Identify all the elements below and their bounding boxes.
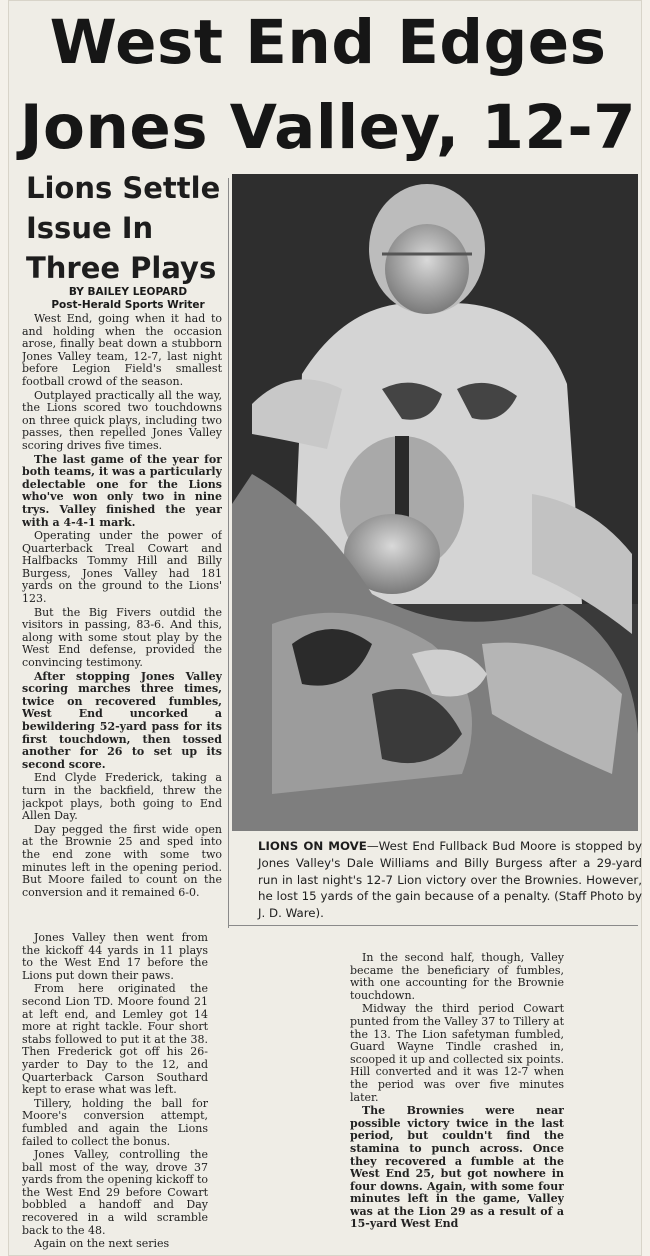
article-column-2 xyxy=(22,932,208,1250)
paragraph: The last game of the year for both teams, it was a particularly delectable one for the Lions who've won only two in nine trys. Valley finished the year with a 4-4-1 mark. xyxy=(22,452,222,529)
paragraph: Operating under the power of Quarterback Treal Cowart and Halfbacks Tommy Hill and Billy Burgess, Jones Valley had 181 yards on the ground to the Lions' 123. xyxy=(22,529,222,606)
paragraph: Outplayed practically all the way, the Lions scored two touchdowns on three quick plays, including two passes, then repelled Jones Valley scoring drives five times. xyxy=(22,388,222,452)
byline-title: Post-Herald Sports Writer xyxy=(51,299,205,311)
paragraph: Jones Valley then went from the kickoff 44 yards in 11 plays to the West End 17 before the Lions put down their paws. xyxy=(22,932,208,982)
headline-line-2: Jones Valley, 12-7 xyxy=(19,92,637,163)
caption-lead: LIONS ON MOVE xyxy=(258,839,367,853)
paragraph: Jones Valley, controlling the ball most of the way, drove 37 yards from the opening kickoff to the West End 29 before Cowart bobbled a handoff and Day recovered in a wild scramble back to the 48. xyxy=(22,1148,208,1237)
caption-divider xyxy=(228,925,638,926)
caption-text: —West End Fullback Bud Moore is stopped by Jones Valley's Dale Williams and Billy Burgess after a 29-yard run in last night's 12-7 Lion victory over the Brownies. However, he lost 15 yards of the gain because of a penalty. (Staff Photo by J. D. Ware). xyxy=(258,839,642,921)
paragraph: But the Big Fivers outdid the visitors in passing, 83-6. And this, along with some stout play by the West End defense, provided the convincing testimony. xyxy=(22,605,222,670)
paragraph: End Clyde Frederick, taking a turn in the backfield, threw the jackpot plays, both going to End Allen Day. xyxy=(22,771,222,823)
photo-caption xyxy=(258,838,642,922)
subhead-line-2: Issue In xyxy=(26,211,154,245)
paragraph: After stopping Jones Valley scoring marches three times, twice on recovered fumbles, West End uncorked a bewildering 52-yard pass for its first touchdown, then tossed another for 26 to set up its second score. xyxy=(22,669,222,771)
paragraph: West End, going when it had to and holding when the occasion arose, finally beat down a stubborn Jones Valley team, 12-7, last night before Legion Field's smallest football crowd of the season. xyxy=(22,313,222,388)
paragraph: Day pegged the first wide open at the Brownie 25 and sped into the end zone with some two minutes left in the opening period. But Moore failed to count on the conversion and it remained 6-0. xyxy=(22,822,222,899)
byline-author: BY BAILEY LEOPARD xyxy=(68,286,188,298)
subheadline xyxy=(26,168,231,288)
paragraph: Again on the next series xyxy=(34,1237,170,1250)
paragraph: The Brownies were near possible victory twice in the last period, but couldn't find the stamina to punch across. Once they recovered a fumble at the West End 25, but got nowhere in four downs. Again, with some four minutes left in the game, Valley was at the Lion 29 as a result of a 15-yard West End xyxy=(350,1104,564,1231)
headline-line-1: West End Edges xyxy=(49,7,607,78)
paragraph: From here originated the second Lion TD. Moore found 21 at left end, and Lemley got 14 more at right tackle. Four short stabs followed to put it at the 38. Then Frederick got off his 26-yarder to Day to the 12, and Quarterback Carson Southard kept to erase what was left. xyxy=(22,982,208,1097)
subhead-line-1: Lions Settle xyxy=(26,171,221,205)
paragraph: Midway the third period Cowart punted from the Valley 37 to Tillery at the 13. The Lion safetyman fumbled, Guard Wayne Tindle crashed in, scooped it up and collected six points. Hill converted and it was 12-7 when the period was over five minutes later. xyxy=(350,1002,564,1104)
byline xyxy=(28,286,228,312)
photo-illustration xyxy=(232,174,638,831)
article-column-3 xyxy=(350,952,564,1250)
subhead-line-3: Three Plays xyxy=(26,251,217,285)
football-photo xyxy=(232,174,638,831)
article-column-1 xyxy=(22,313,222,925)
column-divider xyxy=(228,178,229,928)
paragraph: In the second half, though, Valley became the beneficiary of fumbles, with one accounting for the Brownie touchdown. xyxy=(350,952,564,1002)
headline xyxy=(14,0,642,170)
paragraph: Tillery, holding the ball for Moore's conversion attempt, fumbled and again the Lions failed to collect the bonus. xyxy=(22,1096,208,1148)
